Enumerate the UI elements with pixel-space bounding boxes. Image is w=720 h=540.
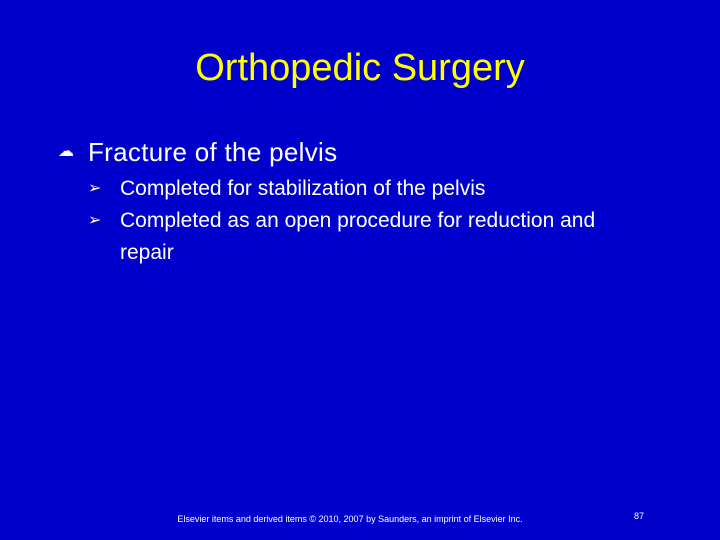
sub-bullet-item bbox=[88, 205, 648, 269]
arrowhead-bullet-icon: ➢ bbox=[88, 180, 102, 197]
copyright-footer: Elsevier items and derived items © 2010, 2007 by Saunders, an imprint of Elsevier Inc. bbox=[177, 514, 523, 524]
bullet-item bbox=[58, 134, 678, 170]
sub-bullet-item bbox=[88, 173, 648, 205]
cloud-bullet-icon: ☁ bbox=[58, 143, 74, 160]
slide-title: Orthopedic Surgery bbox=[195, 47, 525, 89]
sub-bullet-text: Completed for stabilization of the pelvis bbox=[120, 177, 486, 200]
sub-bullet-list bbox=[88, 173, 648, 269]
page-number: 87 bbox=[634, 511, 645, 521]
bullet-text: Fracture of the pelvis bbox=[88, 137, 338, 167]
sub-bullet-text: Completed as an open procedure for reduction and repair bbox=[120, 209, 596, 264]
arrowhead-bullet-icon: ➢ bbox=[88, 212, 102, 229]
